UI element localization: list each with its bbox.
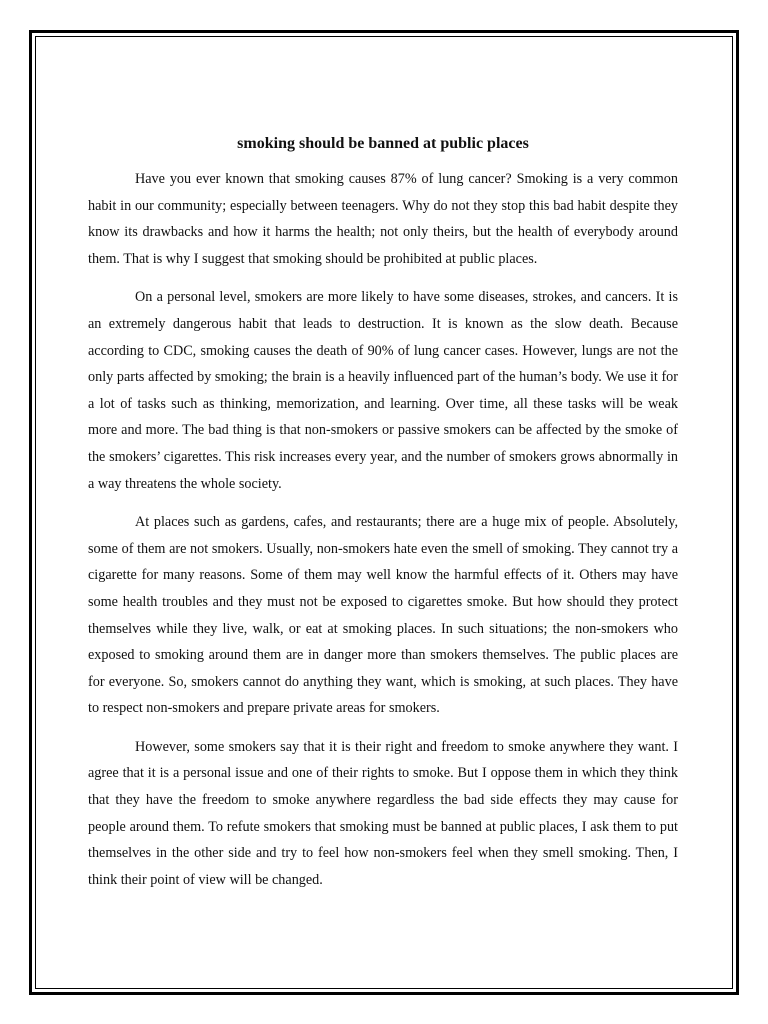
paragraph-intro: Have you ever known that smoking causes 87% of lung cancer? Smoking is a very common habit in our community; especially between teenagers. Why do not they stop this bad habit despite they know its drawbacks and how it harms the health; not only theirs, but the health of everybody around them. That is why I suggest that smoking should be prohibited at public places. [88,171,678,267]
paragraph-counterargument: However, some smokers say that it is their right and freedom to smoke anywhere they want. I agree that it is a personal issue and one of their rights to smoke. But I oppose them in which they think that they have the freedom to smoke anywhere regardless the bad side effects they may cause for people around them. To refute smokers that smoking must be banned at public places, I ask them to put themselves in the other side and try to feel how non-smokers feel when they smell smoking. Then, I think their point of view will be changed. [88,738,678,888]
document-title: smoking should be banned at public places [237,135,529,152]
paragraph-public-places: At places such as gardens, cafes, and restaurants; there are a huge mix of people. Absolutely, some of them are not smokers. Usually, non-smokers hate even the smell of smoking. They cannot try a cigarette for many reasons. Some of them may well know the harmful effects of it. Others may have some health troubles and they must not be exposed to cigarettes smoke. But how should they protect themselves while they live, walk, or eat at smoking places. In such situations; the non-smokers who exposed to smoking around them are in danger more than smokers themselves. The public places are for everyone. So, smokers cannot do anything they want, which is smoking, at such places. They have to respect non-smokers and prepare private areas for smokers. [88,514,678,717]
document-body [88,132,678,905]
paragraph-personal-level: On a personal level, smokers are more likely to have some diseases, strokes, and cancers. It is an extremely dangerous habit that leads to destruction. It is known as the slow death. Because according to CDC, smoking causes the death of 90% of lung cancer cases. However, lungs are not the only parts affected by smoking; the brain is a heavily influenced part of the human’s body. We use it for a lot of tasks such as thinking, memorization, and learning. Over time, all these tasks will be weak more and more. The bad thing is that non-smokers or passive smokers can be affected by the smoke of the smokers’ cigarettes. This risk increases every year, and the number of smokers grows abnormally in a way threatens the whole society. [88,289,678,492]
